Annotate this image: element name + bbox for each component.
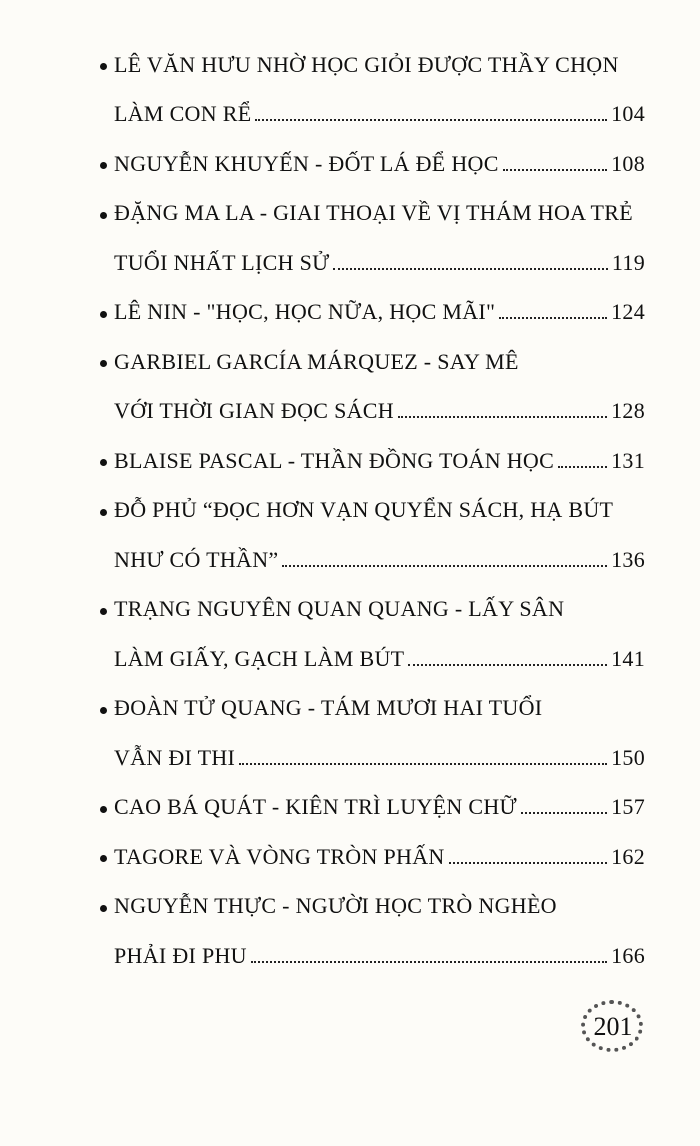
table-of-contents (100, 40, 645, 981)
toc-entry-page: 119 (611, 249, 645, 275)
toc-entry-continuation (100, 931, 645, 981)
toc-entry-line (100, 436, 645, 486)
toc-entry-title: LÊ NIN - "HỌC, HỌC NỮA, HỌC MÃI" (114, 299, 496, 325)
dot-leader (333, 268, 607, 270)
toc-entry-title: NGUYỄN KHUYẾN - ĐỐT LÁ ĐỂ HỌC (114, 150, 499, 176)
page-number (577, 998, 649, 1056)
dot-leader (282, 565, 607, 567)
toc-entry-title: TAGORE VÀ VÒNG TRÒN PHẤN (114, 843, 445, 869)
toc-entry-page: 150 (611, 744, 645, 770)
bullet-icon (100, 509, 107, 516)
bullet-icon (100, 459, 107, 466)
toc-entry-title: ĐẶNG MA LA - GIAI THOẠI VỀ VỊ THÁM HOA TRẺ (114, 200, 634, 226)
toc-entry-title: CAO BÁ QUÁT - KIÊN TRÌ LUYỆN CHỮ (114, 794, 517, 820)
toc-entry-line (100, 882, 645, 932)
bullet-icon (100, 63, 107, 70)
dot-leader (251, 961, 607, 963)
toc-entry (100, 486, 645, 585)
toc-entry-line (100, 139, 645, 189)
toc-entry (100, 585, 645, 684)
toc-entry-title: ĐỖ PHỦ “ĐỌC HƠN VẠN QUYỂN SÁCH, HẠ BÚT (114, 497, 614, 523)
page-number-text: 201 (593, 1012, 633, 1041)
toc-entry-continuation (100, 733, 645, 783)
toc-entry-title: ĐOÀN TỬ QUANG - TÁM MƯƠI HAI TUỔI (114, 695, 543, 721)
toc-entry-line (100, 40, 645, 90)
dot-leader (503, 169, 607, 171)
toc-entry (100, 189, 645, 288)
toc-entry-page: 141 (611, 645, 645, 671)
toc-entry-title: NGUYỄN THỰC - NGƯỜI HỌC TRÒ NGHÈO (114, 893, 557, 919)
toc-entry (100, 288, 645, 338)
toc-entry-title: LÀM CON RỂ (114, 101, 252, 127)
toc-entry-page: 104 (611, 101, 645, 127)
toc-entry-line (100, 684, 645, 734)
toc-entry-line (100, 189, 645, 239)
toc-entry-page: 131 (611, 447, 645, 473)
toc-entry-line (100, 832, 645, 882)
toc-entry (100, 684, 645, 783)
toc-entry-title: LÊ VĂN HƯU NHỜ HỌC GIỎI ĐƯỢC THẦY CHỌN (114, 51, 619, 77)
toc-entry-title: TUỔI NHẤT LỊCH SỬ (114, 249, 330, 275)
toc-entry-page: 108 (611, 150, 645, 176)
dot-leader (408, 664, 607, 666)
toc-entry-page: 157 (611, 794, 645, 820)
toc-entry-title: TRẠNG NGUYÊN QUAN QUANG - LẤY SÂN (114, 596, 565, 622)
bullet-icon (100, 806, 107, 813)
toc-entry-continuation (100, 634, 645, 684)
toc-entry-page: 128 (611, 398, 645, 424)
toc-entry-line (100, 288, 645, 338)
dot-leader (255, 119, 607, 121)
toc-entry-title: GARBIEL GARCÍA MÁRQUEZ - SAY MÊ (114, 348, 519, 374)
toc-entry-continuation (100, 90, 645, 140)
toc-entry-title: BLAISE PASCAL - THẦN ĐỒNG TOÁN HỌC (114, 447, 555, 473)
toc-entry-page: 136 (611, 546, 645, 572)
bullet-icon (100, 360, 107, 367)
toc-entry-continuation (100, 238, 645, 288)
toc-entry-title: VẪN ĐI THI (114, 744, 236, 770)
toc-entry-page: 162 (611, 843, 645, 869)
toc-entry (100, 783, 645, 833)
toc-entry-line (100, 337, 645, 387)
toc-entry (100, 882, 645, 981)
toc-entry (100, 337, 645, 436)
toc-entry-page: 124 (611, 299, 645, 325)
bullet-icon (100, 707, 107, 714)
toc-entry-page: 166 (611, 942, 645, 968)
toc-entry-title: LÀM GIẤY, GẠCH LÀM BÚT (114, 645, 405, 671)
dot-leader (239, 763, 607, 765)
bullet-icon (100, 212, 107, 219)
toc-entry-line (100, 783, 645, 833)
toc-entry (100, 40, 645, 139)
toc-entry-title: PHẢI ĐI PHU (114, 942, 247, 968)
dot-leader (521, 812, 607, 814)
toc-entry-line (100, 486, 645, 536)
bullet-icon (100, 311, 107, 318)
toc-entry-continuation (100, 535, 645, 585)
toc-entry-line (100, 585, 645, 635)
dot-leader (558, 466, 607, 468)
toc-entry-title: NHƯ CÓ THẦN” (114, 546, 279, 572)
bullet-icon (100, 855, 107, 862)
toc-entry (100, 436, 645, 486)
toc-entry-title: VỚI THỜI GIAN ĐỌC SÁCH (114, 398, 394, 424)
dot-leader (398, 416, 607, 418)
bullet-icon (100, 162, 107, 169)
bullet-icon (100, 608, 107, 615)
toc-entry (100, 139, 645, 189)
toc-entry (100, 832, 645, 882)
dot-leader (449, 862, 608, 864)
bullet-icon (100, 905, 107, 912)
toc-entry-continuation (100, 387, 645, 437)
dot-leader (499, 317, 607, 319)
